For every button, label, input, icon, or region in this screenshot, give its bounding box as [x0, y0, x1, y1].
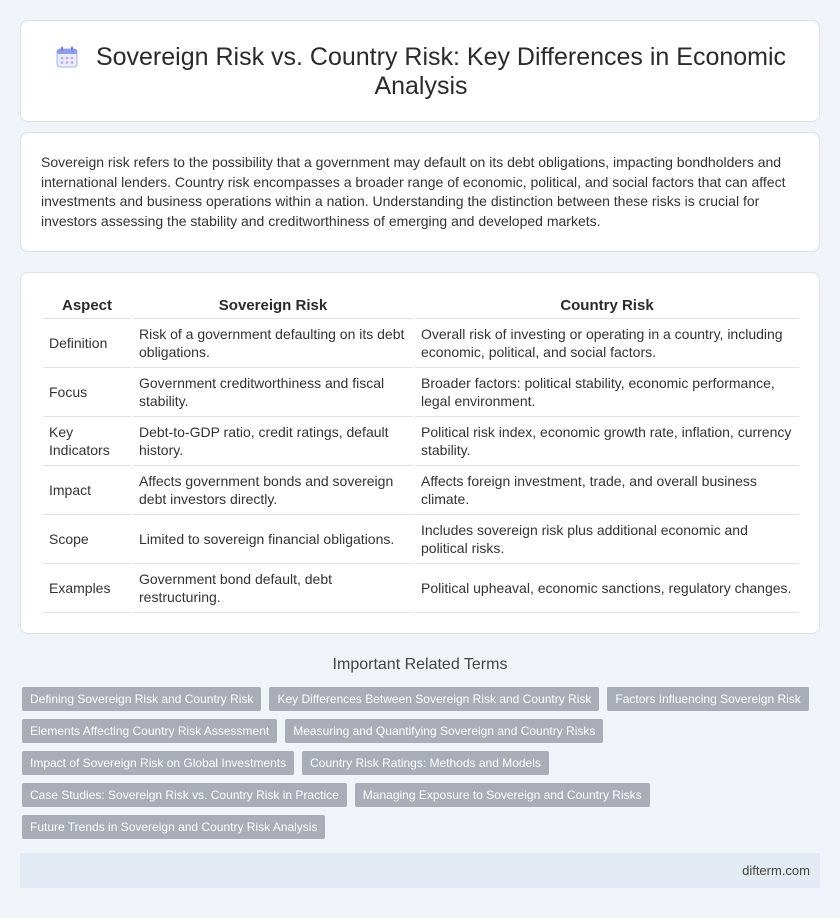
intro-paragraph: Sovereign risk refers to the possibility that a government may default on its debt obligations, impacting bondholders and international lenders. Country risk encompasses a broader range of economic, political, and social factors that can affect investments and business operations within a nation. Understanding the distinction between these risks is crucial for investors assessing the stability and creditworthiness of emerging and developed markets. — [41, 154, 786, 229]
aspect-cell: Focus — [43, 368, 131, 417]
country-cell: Broader factors: political stability, economic performance, legal environment. — [415, 368, 799, 417]
table-row — [43, 368, 799, 417]
footer-bar — [20, 853, 820, 888]
related-terms-heading: Important Related Terms — [332, 656, 508, 673]
table-row — [43, 417, 799, 466]
footer-site-link[interactable]: difterm.com — [742, 863, 810, 878]
related-term-link[interactable]: Case Studies: Sovereign Risk vs. Country Risk in Practice — [22, 783, 347, 807]
country-cell: Political upheaval, economic sanctions, regulatory changes. — [415, 564, 799, 613]
comparison-card — [20, 272, 820, 634]
sovereign-cell: Government bond default, debt restructuring. — [133, 564, 413, 613]
comparison-table — [41, 293, 801, 613]
sovereign-cell: Affects government bonds and sovereign debt investors directly. — [133, 466, 413, 515]
aspect-cell: Scope — [43, 515, 131, 564]
sovereign-cell: Limited to sovereign financial obligations. — [133, 515, 413, 564]
table-row — [43, 564, 799, 613]
title-card — [20, 20, 820, 122]
sovereign-cell: Risk of a government defaulting on its debt obligations. — [133, 319, 413, 368]
related-term-link[interactable]: Factors Influencing Sovereign Risk — [607, 687, 808, 711]
sovereign-cell: Government creditworthiness and fiscal stability. — [133, 368, 413, 417]
header-sovereign-risk: Sovereign Risk — [133, 293, 413, 319]
related-term-link[interactable]: Key Differences Between Sovereign Risk and Country Risk — [269, 687, 599, 711]
related-term-link[interactable]: Elements Affecting Country Risk Assessment — [22, 719, 277, 743]
country-cell: Overall risk of investing or operating in a country, including economic, political, and social factors. — [415, 319, 799, 368]
related-term-link[interactable]: Defining Sovereign Risk and Country Risk — [22, 687, 261, 711]
aspect-cell: Key Indicators — [43, 417, 131, 466]
header-aspect: Aspect — [43, 293, 131, 319]
aspect-cell: Impact — [43, 466, 131, 515]
header-country-risk: Country Risk — [415, 293, 799, 319]
related-term-link[interactable]: Measuring and Quantifying Sovereign and Country Risks — [285, 719, 603, 743]
page-title — [21, 43, 821, 101]
sovereign-cell: Debt-to-GDP ratio, credit ratings, default history. — [133, 417, 413, 466]
related-term-link[interactable]: Country Risk Ratings: Methods and Models — [302, 751, 549, 775]
related-term-link[interactable]: Future Trends in Sovereign and Country Risk Analysis — [22, 815, 325, 839]
calendar-icon — [56, 46, 78, 68]
related-term-link[interactable]: Managing Exposure to Sovereign and Country Risks — [355, 783, 650, 807]
related-term-link[interactable]: Impact of Sovereign Risk on Global Investments — [22, 751, 294, 775]
table-row — [43, 515, 799, 564]
country-cell: Includes sovereign risk plus additional economic and political risks. — [415, 515, 799, 564]
aspect-cell: Examples — [43, 564, 131, 613]
aspect-cell: Definition — [43, 319, 131, 368]
country-cell: Affects foreign investment, trade, and overall business climate. — [415, 466, 799, 515]
title-text: Sovereign Risk vs. Country Risk: Key Differences in Economic Analysis — [95, 43, 787, 100]
table-row — [43, 319, 799, 368]
intro-card — [20, 132, 820, 252]
table-row — [43, 466, 799, 515]
country-cell: Political risk index, economic growth rate, inflation, currency stability. — [415, 417, 799, 466]
table-header-row — [43, 293, 799, 319]
related-terms-list — [22, 687, 812, 839]
